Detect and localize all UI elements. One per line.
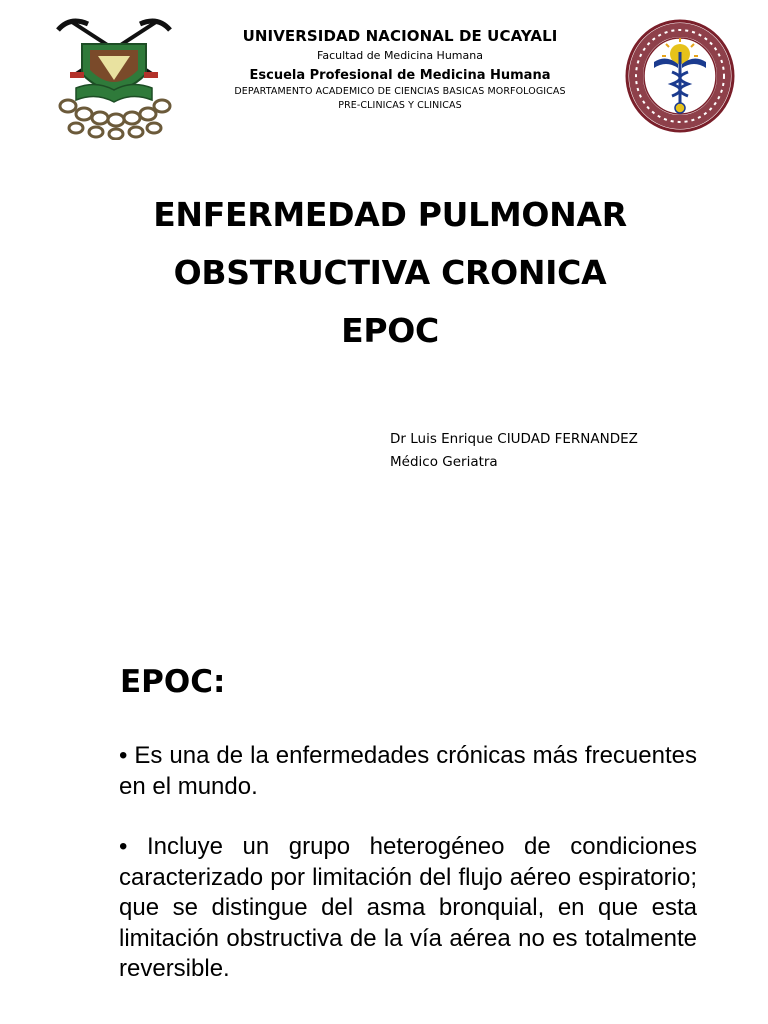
title-line-1: ENFERMEDAD PULMONAR bbox=[153, 195, 627, 234]
bullet-item: • Es una de la enfermedades crónicas más frecuentes en el mundo. bbox=[119, 742, 697, 800]
author-name: Dr Luis Enrique CIUDAD FERNANDEZ bbox=[390, 431, 638, 447]
university-crest-icon bbox=[52, 14, 176, 140]
bullet-item: • Incluye un grupo heterogéneo de condiciones caracterizado por limitación del flujo aéreo espiratorio; que se distingue del asma bronquial, en que esta limitación obstructiva de la vía aérea no es totalmente reversible. bbox=[119, 833, 697, 982]
school-name: Escuela Profesional de Medicina Humana bbox=[249, 68, 551, 83]
institution-header bbox=[180, 26, 620, 113]
medical-faculty-seal-icon bbox=[624, 18, 736, 134]
title-line-2: OBSTRUCTIVA CRONICA bbox=[173, 253, 607, 292]
slide-title bbox=[60, 186, 720, 360]
author-block bbox=[390, 428, 638, 474]
university-name: UNIVERSIDAD NACIONAL DE UCAYALI bbox=[242, 27, 558, 45]
author-role: Médico Geriatra bbox=[390, 454, 498, 470]
title-line-3: EPOC bbox=[341, 311, 439, 350]
content-slide bbox=[0, 610, 768, 1024]
department-name-line2: PRE-CLINICAS Y CLINICAS bbox=[338, 100, 462, 111]
section-heading: EPOC: bbox=[120, 664, 226, 700]
bullet-list bbox=[119, 741, 697, 1015]
faculty-name: Facultad de Medicina Humana bbox=[317, 49, 483, 62]
department-name: DEPARTAMENTO ACADEMICO DE CIENCIAS BASICAS MORFOLOGICAS bbox=[234, 86, 566, 97]
